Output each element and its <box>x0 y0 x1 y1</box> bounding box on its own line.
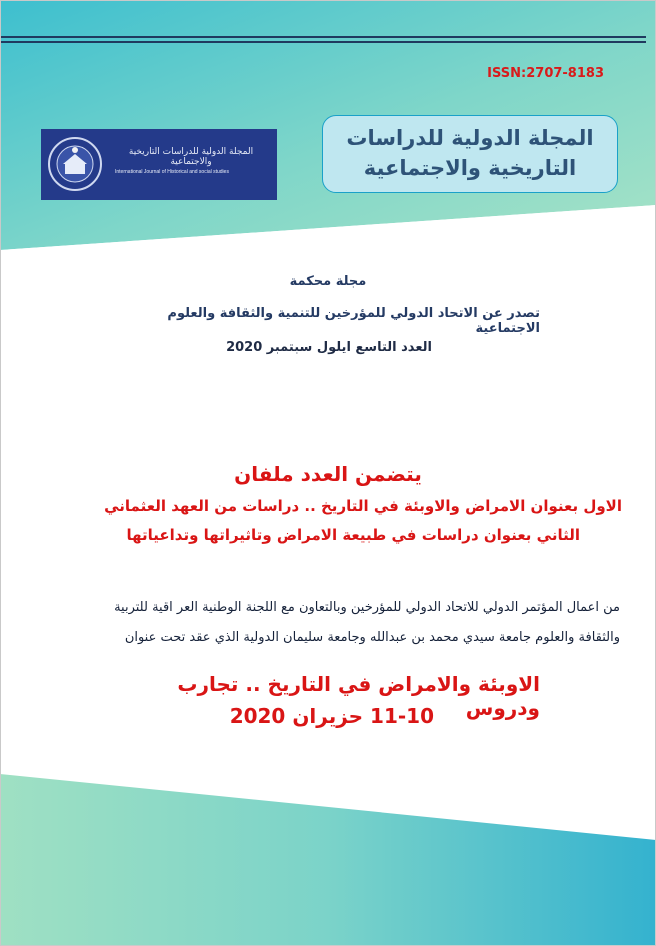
issue-file-2: الثاني بعنوان دراسات في طبيعة الامراض وتاثيراتها وتداعياتها <box>126 526 580 544</box>
conference-line-1: من اعمال المؤتمر الدولي للاتحاد الدولي للمؤرخين وبالتعاون مع اللجنة الوطنية العر اقية للتربية <box>114 600 620 615</box>
logo-english-text: International Journal of Historical and social studies <box>115 169 229 175</box>
issn-label: ISSN:2707-8183 <box>487 66 604 81</box>
conference-title: الاوبئة والامراض في التاريخ .. تجارب ودروس <box>177 672 540 720</box>
refereed-label: مجلة محكمة <box>289 274 367 289</box>
issue-file-1: الاول بعنوان الامراض والاوبئة في التاريخ .. دراسات من العهد العثماني <box>104 497 622 515</box>
issue-line: العدد التاسع ايلول سبتمبر 2020 <box>226 340 432 355</box>
logo-arabic-text: المجلة الدولية للدراسات التاريخية والاجتماعية <box>128 147 254 167</box>
conference-line-2: والثقافة والعلوم جامعة سيدي محمد بن عبدالله وجامعة سليمان الدولية الذي عقد تحت عنوان <box>124 630 620 645</box>
publisher-line: تصدر عن الاتحاد الدولي للمؤرخين للتنمية والثقافة والعلوم الاجتماعية <box>167 306 540 336</box>
conference-date: 11-10 حزيران 2020 <box>229 704 434 728</box>
issue-content-heading: يتضمن العدد ملفان <box>234 462 422 486</box>
journal-title-line-1: المجلة الدولية للدراسات <box>346 126 594 150</box>
journal-title-line-2: التاريخية والاجتماعية <box>363 156 577 180</box>
